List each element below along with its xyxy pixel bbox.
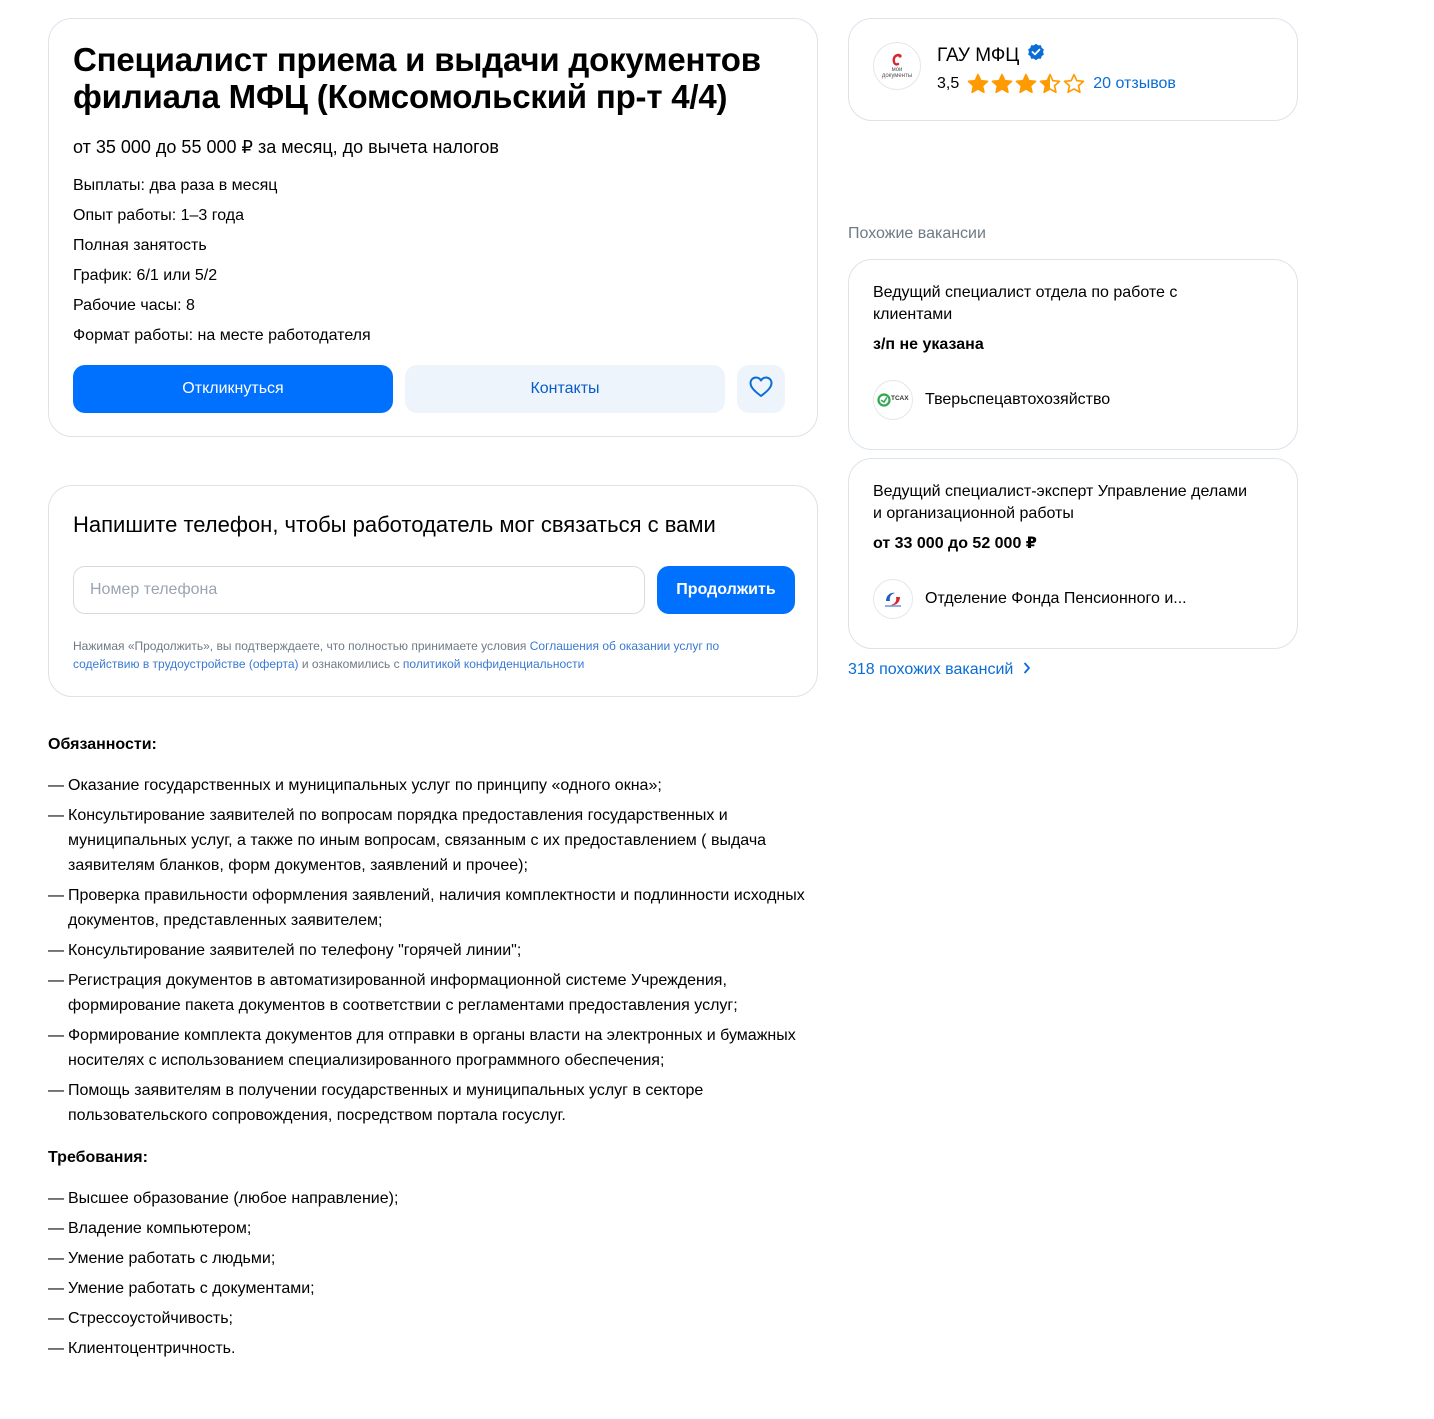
requirement-item: — Клиентоцентричность. (48, 1336, 823, 1361)
continue-button[interactable]: Продолжить (657, 566, 795, 614)
similar-vacancy-company (873, 380, 1110, 420)
similar-vacancy-company (873, 579, 1187, 619)
duty-item: — Регистрация документов в автоматизированной информационной системе Учреждения, формирование пакета документов в соответствии с регламентами предоставления услуг; (48, 968, 823, 1018)
moi-dokumenty-logo-icon (890, 53, 904, 67)
heart-icon (749, 376, 773, 403)
requirement-item: — Высшее образование (любое направление); (48, 1186, 823, 1211)
verified-badge-icon (1027, 43, 1045, 68)
more-similar-vacancies-link[interactable] (848, 661, 1031, 679)
duty-item: — Проверка правильности оформления заявлений, наличия комплектности и подлинности исходных документов, представленных заявителем; (48, 883, 823, 933)
duty-item: — Консультирование заявителей по вопросам порядка предоставления государственных и муниципальных услуг, а также по иным вопросам, связанным с их предоставлением ( выдача заявителям бланков, форм документов, заявлений и прочее); (48, 803, 823, 878)
requirement-item: — Умение работать с людьми; (48, 1246, 823, 1271)
more-similar-label: 318 похожих вакансий (848, 661, 1014, 678)
phone-input[interactable] (73, 566, 645, 614)
similar-vacancy-salary: от 33 000 до 52 000 ₽ (873, 535, 1037, 552)
vacancy-description (48, 733, 823, 1366)
vacancy-salary: от 35 000 до 55 000 ₽ за месяц, до вычета налогов (73, 137, 499, 157)
employer-name[interactable]: ГАУ МФЦ (937, 44, 1020, 66)
tsah-logo-text: ТСАХ (891, 395, 909, 402)
requirements-title: Требования: (48, 1149, 148, 1166)
vacancy-actions (73, 365, 785, 413)
duties-list (48, 773, 823, 1128)
favorite-button[interactable] (737, 365, 785, 413)
fact-schedule: График: 6/1 или 5/2 (73, 267, 218, 284)
offer-agreement-link[interactable]: Соглашения об оказании услуг по содействию в трудоустройстве (оферта) (73, 639, 720, 671)
chevron-right-icon (1023, 661, 1031, 679)
fact-payments: Выплаты: два раза в месяц (73, 177, 278, 194)
vacancy-facts (73, 171, 793, 351)
contacts-button[interactable]: Контакты (405, 365, 725, 413)
fact-employment: Полная занятость (73, 237, 207, 254)
agreement-prefix: Нажимая «Продолжить», вы подтверждаете, что полностью принимаете условия (73, 639, 530, 653)
sfr-logo-icon (873, 579, 913, 619)
star-icon (967, 73, 989, 95)
vacancy-title: Специалист приема и выдачи документов филиала МФЦ (Комсомольский пр-т 4/4) (73, 41, 761, 115)
duties-title: Обязанности: (48, 736, 157, 753)
requirement-item: — Умение работать с документами; (48, 1276, 823, 1301)
rating-value: 3,5 (937, 75, 960, 92)
fact-hours: Рабочие часы: 8 (73, 297, 195, 314)
phone-form-row (73, 566, 795, 614)
agreement-text (73, 637, 773, 673)
employer-logo-text-bottom: документы (881, 72, 913, 79)
tsah-logo-icon (873, 380, 913, 420)
duty-item: — Оказание государственных и муниципальных услуг по принципу «одного окна»; (48, 773, 823, 798)
fact-experience: Опыт работы: 1–3 года (73, 207, 245, 224)
respond-button[interactable]: Откликнуться (73, 365, 393, 413)
employer-rating (937, 73, 1176, 95)
similar-vacancies-heading: Похожие вакансии (848, 225, 986, 242)
similar-company-name: Тверьспецавтохозяйство (925, 391, 1111, 408)
privacy-policy-link[interactable]: политикой конфиденциальности (402, 657, 585, 671)
requirement-item: — Владение компьютером; (48, 1216, 823, 1241)
phone-form-title: Напишите телефон, чтобы работодатель мог связаться с вами (73, 512, 716, 537)
rating-stars (967, 73, 1085, 95)
fact-work-format: Формат работы: на месте работодателя (73, 327, 371, 344)
duty-item: — Формирование комплекта документов для отправки в органы власти на электронных и бумажных носителях с использованием специализированного программного обеспечения; (48, 1023, 823, 1073)
similar-company-name: Отделение Фонда Пенсионного и... (925, 590, 1187, 607)
duty-item: — Помощь заявителям в получении государственных и муниципальных услуг в секторе пользовательского сопровождения, посредством портала госуслуг. (48, 1078, 823, 1128)
star-icon (1015, 73, 1037, 95)
similar-vacancy-title[interactable]: Ведущий специалист отдела по работе с клиентами (873, 284, 1178, 323)
star-icon (991, 73, 1013, 95)
requirements-list (48, 1186, 823, 1361)
star-icon (1039, 73, 1061, 95)
employer-logo[interactable] (873, 42, 921, 90)
employer-logo-text-top: мои (891, 66, 903, 73)
similar-vacancy-card[interactable] (848, 458, 1298, 649)
similar-vacancy-title[interactable]: Ведущий специалист-эксперт Управление делами и организационной работы (873, 483, 1248, 522)
similar-vacancy-salary: з/п не указана (873, 336, 984, 353)
duty-item: — Консультирование заявителей по телефону "горячей линии"; (48, 938, 823, 963)
requirement-item: — Стрессоустойчивость; (48, 1306, 823, 1331)
agreement-middle: и ознакомились с (298, 657, 403, 671)
reviews-link[interactable]: 20 отзывов (1093, 75, 1176, 92)
employer-card[interactable] (848, 18, 1298, 121)
vacancy-card (48, 18, 818, 437)
phone-form-card (48, 485, 818, 697)
similar-vacancy-card[interactable] (848, 259, 1298, 450)
star-icon (1063, 73, 1085, 95)
